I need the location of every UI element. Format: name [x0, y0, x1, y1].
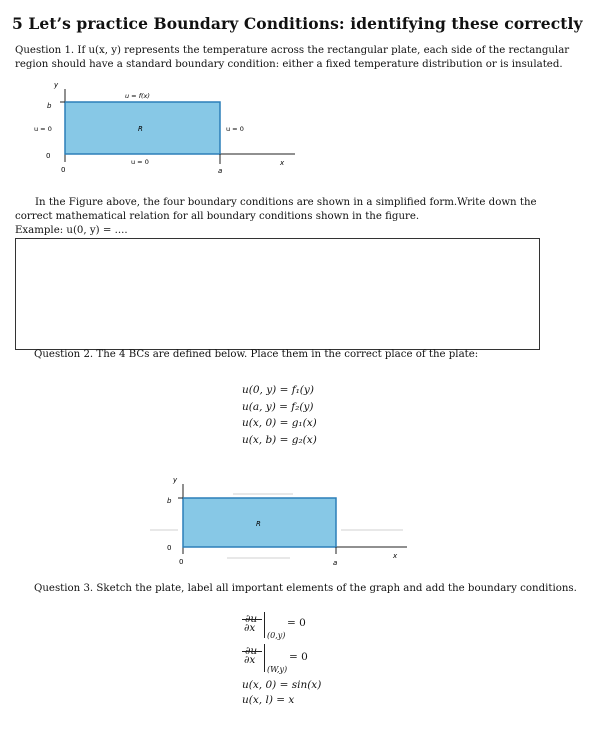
- equals-zero-1: = 0: [287, 617, 306, 629]
- region-label: R: [138, 125, 143, 133]
- top-bc-label: u = f(x): [125, 92, 150, 100]
- instructions-text: [15, 196, 575, 238]
- x-axis-label: x: [280, 159, 285, 167]
- left-bc-label: u = 0: [34, 125, 52, 133]
- bc-equation: u(0, y) = f₁(y): [242, 384, 314, 396]
- region-label: R: [256, 520, 261, 528]
- eval-point-1: (0,y): [267, 631, 286, 640]
- eval-point-2: (W,y): [267, 665, 288, 674]
- bc-equation: u(x, 0) = g₁(x): [242, 417, 317, 429]
- y-axis-label: y: [54, 81, 59, 89]
- equals-zero-2: = 0: [289, 651, 308, 663]
- origin-y-label: 0: [46, 152, 51, 160]
- partial-denominator: ∂x: [244, 654, 256, 666]
- x-axis-label: x: [393, 552, 398, 560]
- partial-numerator: ∂u: [245, 645, 258, 657]
- b-label: b: [47, 102, 52, 110]
- boundary-figure-1: [20, 74, 300, 184]
- bc-equation: u(a, y) = f₂(y): [242, 400, 314, 413]
- right-bc-label: u = 0: [226, 125, 244, 133]
- question-2-text: Question 2. The 4 BCs are defined below. Place them in the correct place of the plate:: [34, 349, 479, 360]
- partial-eq-2: [242, 644, 321, 678]
- b-label: b: [167, 497, 172, 505]
- a-label: a: [218, 167, 223, 175]
- bc-equations: [242, 382, 317, 448]
- question-3-text: Question 3. Sketch the plate, label all important elements of the graph and add the boundary conditions.: [34, 583, 577, 594]
- boundary-figure-2: [145, 472, 410, 572]
- origin-y-label: 0: [167, 544, 172, 552]
- bottom-bc-label: u = 0: [131, 158, 149, 166]
- example-text: Example: u(0, y) = ....: [15, 225, 128, 236]
- question-3-equations: [242, 612, 321, 708]
- partial-denominator: ∂x: [244, 622, 256, 634]
- origin-x-label: 0: [179, 558, 184, 566]
- a-label: a: [333, 559, 338, 567]
- answer-box[interactable]: [15, 238, 540, 350]
- question-1-text: Question 1. If u(x, y) represents the temperature across the rectangular plate, each side of the rectangular region should have a standard boundary condition: either a fixed temperature distribution or is insulated.: [15, 45, 570, 70]
- bc-equation: u(x, b) = g₂(x): [242, 433, 317, 446]
- section-heading: 5 Let’s practice Boundary Conditions: identifying these correctly: [12, 14, 583, 33]
- origin-x-label: 0: [61, 166, 66, 174]
- bc-equation: u(x, l) = x: [242, 694, 295, 706]
- partial-eq-1: [242, 612, 321, 644]
- y-axis-label: y: [173, 476, 178, 484]
- instructions-sentence: In the Figure above, the four boundary conditions are shown in a simplified form.Write down the correct mathematical relation for all boundary conditions shown in the figure.: [15, 197, 537, 222]
- bc-equation: u(x, 0) = sin(x): [242, 679, 322, 691]
- partial-numerator: ∂u: [245, 613, 258, 625]
